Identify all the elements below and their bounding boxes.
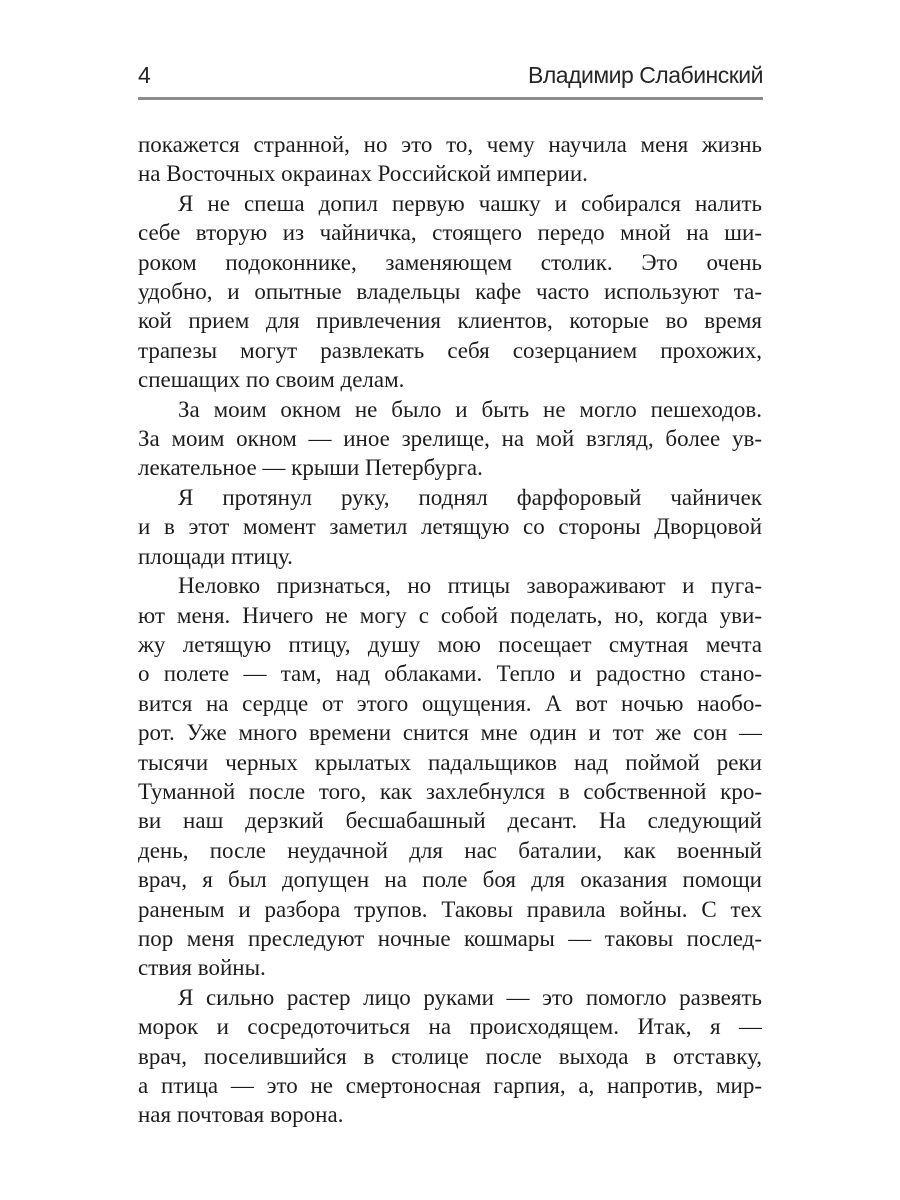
text-line: удобно, и опытные владельцы кафе часто используют та- (138, 279, 762, 305)
page-number: 4 (138, 62, 151, 88)
text-line: ют меня. Ничего не могу с собой поделать, но, когда уви- (138, 602, 762, 628)
header-rule (138, 97, 763, 100)
paragraph (138, 130, 762, 189)
text-line: ствия войны. (138, 955, 266, 981)
text-line: покажется странной, но это то, чему научила меня жизнь (138, 132, 762, 157)
text-line: Туманной после того, как захлебнулся в собственной кро- (138, 778, 762, 804)
text-line: врач, я был допущен на поле боя для оказания помощи (138, 867, 762, 893)
paragraph (138, 571, 762, 983)
text-line: Неловко признаться, но птицы завораживают и пуга- (178, 573, 762, 599)
text-line: Я протянул руку, поднял фарфоровый чайничек (178, 484, 762, 510)
paragraph (138, 395, 762, 483)
page-header (138, 62, 763, 89)
text-line: площади птицу. (138, 543, 293, 569)
text-line: рот. Уже много времени снится мне один и тот же сон — (138, 720, 762, 746)
text-line: ви наш дерзкий бесшабашный десант. На следующий (138, 808, 762, 834)
running-head-author: Владимир Слабинский (528, 62, 763, 88)
text-line: и в этот момент заметил летящую со стороны Дворцовой (138, 514, 762, 540)
text-line: ная почтовая ворона. (138, 1102, 344, 1128)
text-line: роком подоконнике, заменяющем столик. Это очень (138, 249, 762, 275)
text-line: лекательное — крыши Петербурга. (138, 455, 483, 481)
text-line: врач, поселившийся в столице после выхода в отставку, (138, 1043, 762, 1069)
text-line: себе вторую из чайничка, стоящего передо мной на ши- (138, 220, 762, 246)
text-line: раненым и разбора трупов. Таковы правила войны. С тех (138, 896, 762, 922)
text-line: тысячи черных крылатых падальщиков над поймой реки (138, 749, 762, 775)
text-line: жу летящую птицу, душу мою посещает смутная мечта (138, 631, 762, 657)
text-line: За моим окном не было и быть не могло пешеходов. (178, 396, 762, 422)
text-line: трапезы могут развлекать себя созерцанием прохожих, (138, 337, 762, 363)
text-line: За моим окном — иное зрелище, на мой взгляд, более ув- (138, 426, 762, 452)
text-line: день, после неудачной для нас баталии, как военный (138, 837, 762, 863)
text-line: вится на сердце от этого ощущения. А вот ночью наобо- (138, 690, 762, 716)
text-line: морок и сосредоточиться на происходящем. Итак, я — (138, 1014, 762, 1040)
text-line: а птица — это не смертоносная гарпия, а, напротив, мир- (138, 1073, 762, 1098)
paragraph (138, 483, 762, 571)
text-line: на Восточных окраинах Российской империи. (138, 161, 588, 187)
paragraph (138, 189, 762, 395)
text-line: Я не спеша допил первую чашку и собирался налить (178, 190, 762, 216)
body-text (138, 130, 762, 1130)
paragraph (138, 983, 762, 1130)
text-line: о полете — там, над облаками. Тепло и радостно стано- (138, 661, 762, 687)
text-line: пор меня преследуют ночные кошмары — таковы послед- (138, 925, 762, 951)
text-line: кой прием для привлечения клиентов, которые во время (138, 308, 762, 334)
text-line: Я сильно растер лицо руками — это помогло развеять (178, 984, 762, 1010)
text-line: спешащих по своим делам. (138, 367, 405, 393)
